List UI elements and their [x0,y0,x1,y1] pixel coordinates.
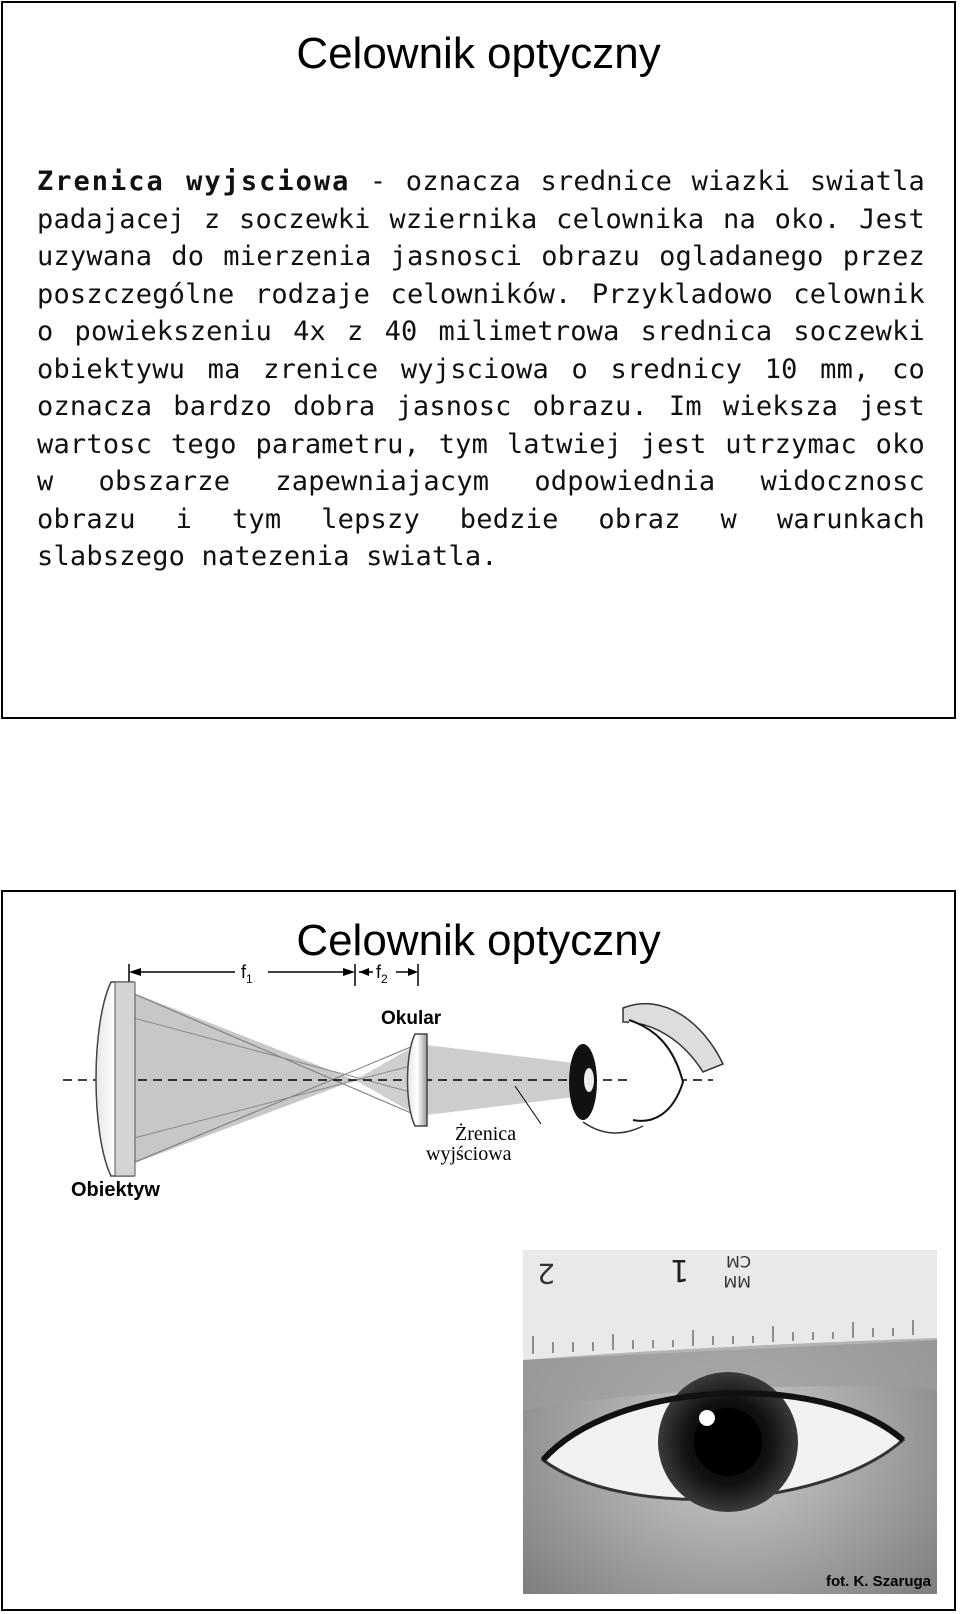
okular-label: Okular [381,1008,442,1029]
ruler-mm-label: MM [723,1272,751,1291]
zrenica-label-line1: Żrenica [455,1123,517,1145]
focal-dimension-lines [129,964,418,986]
f2-label: $f_2$ [376,964,388,986]
optical-scope-diagram [63,964,743,1224]
f1-label: $f_1$ [241,964,253,986]
eye-measurement-photo [523,1250,937,1594]
defined-term: Zrenica wyjsciowa [37,166,351,197]
eyepiece-lens [408,1034,428,1126]
photo-credit: fot. K. Szaruga [825,1573,931,1590]
objective-lens [96,982,135,1176]
ruler-number-1: 1 [669,1252,689,1287]
obiektyw-label: Obiektyw [71,1179,160,1201]
zrenica-label-line2: wyjściowa [426,1143,512,1165]
definition-text: - oznacza srednice wiazki swiatla padajacej z soczewki wziernika celownika na oko. Jest uzywana do mierzenia jasnosci obrazu ogladanego przez poszczególne rodzaje celowników. Przykladowo celownik o powiekszeniu 4x z 40 milimetrowa srednica soczewki obiektywu ma zrenice wyjsciowa o srednicy 10 mm, co oznacza bardzo dobra jasnosc obrazu. Im wieksza jest wartosc tego parametru, tym latwiej jest utrzymac oko w obszarze zapewniajacym odpowiednia widocznosc obrazu i tym lepszy bedzie obraz w warunkach slabszego natezenia swiatla. [37,166,926,572]
slide-title: Celownik optyczny [296,29,661,78]
ruler-cm-label: CM [726,1252,751,1271]
definition-paragraph [37,163,925,576]
ruler-number-2: 2 [537,1257,555,1290]
slide-title: Celownik optyczny [296,916,661,965]
eye-illustration [569,1004,723,1133]
slide-1 [1,1,956,719]
slide-2 [1,890,956,1611]
